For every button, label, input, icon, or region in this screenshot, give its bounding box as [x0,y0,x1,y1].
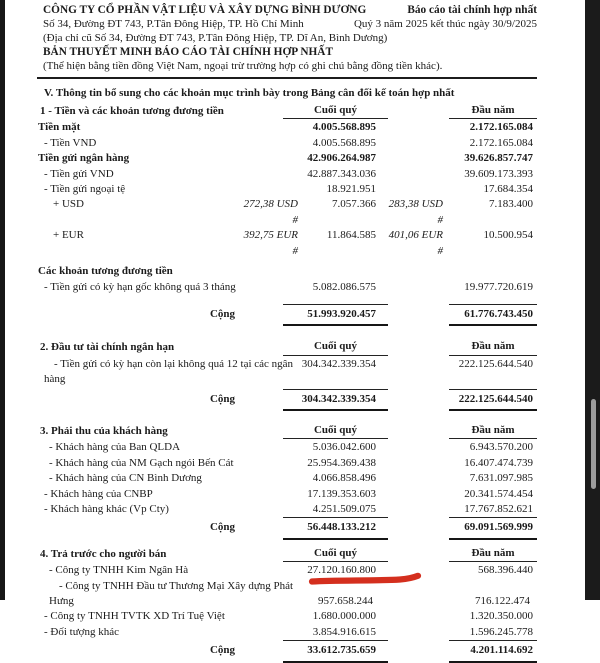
row-value-dau-nam: 39.609.173.393 [464,167,533,180]
row-value-dau-nam: 19.977.720.619 [464,280,533,293]
table-row [36,471,537,486]
row-value-cuoi-quy: 5.036.042.600 [312,441,376,454]
total-value-cuoi-quy: 33.612.735.659 [283,640,388,662]
row-label: - Công ty TNHH TVTK XD Trí Tuệ Việt [44,610,225,623]
row-label: - Công ty TNHH Đầu tư Thương Mại Xây dựng Phát Hưng [49,579,294,607]
total-value-dau-nam: 222.125.644.540 [449,389,537,411]
row-value-cuoi-quy: 11.864.585 [326,229,376,242]
row-note-dau-nam: 401,06 EUR # [388,229,443,257]
row-label: - Khách hàng khác (Vp Cty) [44,502,169,515]
row-value-cuoi-quy: 27.120.160.800 [300,563,388,578]
row-value-dau-nam: 16.407.474.739 [464,456,533,469]
row-value-dau-nam: 222.125.644.540 [458,357,533,370]
table-row [36,136,537,151]
row-note-dau-nam: 283,38 USD # [388,198,443,226]
column-header-dau-nam: Đầu năm [449,103,537,119]
row-value-cuoi-quy: 7.057.366 [332,198,376,211]
section [36,423,537,540]
row-note-cuoi-quy: 392,75 EUR # [243,229,298,257]
table-row [36,625,537,640]
row-value-dau-nam: 10.500.954 [483,229,533,242]
row-value-dau-nam: 6.943.570.200 [469,441,533,454]
table-row [36,487,537,502]
table-row [36,440,537,455]
section [36,103,537,326]
report-period: Quý 3 năm 2025 kết thúc ngày 30/9/2025 [353,17,537,30]
row-value-cuoi-quy: 3.854.916.615 [312,625,376,638]
table-row [36,167,537,182]
row-label: + EUR [53,229,84,242]
column-header-dau-nam: Đầu năm [449,339,537,355]
red-marker-annotation [308,574,422,585]
row-label: - Khách hàng của CNBP [44,487,153,500]
document-header [36,4,537,74]
column-header-cuoi-quy: Cuối quý [283,103,388,119]
total-row [36,640,537,662]
document-title: BẢN THUYẾT MINH BÁO CÁO TÀI CHÍNH HỢP NHẤT [43,45,333,58]
total-value-dau-nam: 61.776.743.450 [449,304,537,326]
document-page [5,0,585,657]
row-value-dau-nam: 716.122.474 [475,595,530,607]
section-v-heading: V. Thông tin bổ sung cho các khoản mục trình bày trong Bảng cân đối kế toán hợp nhất [44,87,455,100]
table-row [36,228,537,259]
row-value-dau-nam: 7.631.097.985 [469,472,533,485]
scrollbar-thumb[interactable] [591,399,596,489]
table-row [36,151,537,166]
company-address: Số 34, Đường ĐT 743, P.Tân Đông Hiệp, TP. Hồ Chí Minh [43,17,304,30]
row-value-cuoi-quy: 18.921.951 [326,183,376,196]
row-label: Tiền mặt [38,121,81,134]
row-value-cuoi-quy: 4.005.568.895 [312,121,376,134]
column-header-cuoi-quy: Cuối quý [283,339,388,355]
row-label: - Khách hàng của CN Bình Dương [49,472,202,485]
total-value-cuoi-quy: 304.342.339.354 [283,389,388,411]
section-header-row [36,339,537,355]
total-label: Cộng [209,644,235,657]
row-label: + USD [53,198,84,211]
table-row [36,280,537,295]
row-label: - Tiền gửi có kỳ hạn còn lại không quá 12 tại các ngân hàng [44,357,294,386]
left-edge-strip [0,0,5,600]
table-row [36,357,537,388]
total-value-dau-nam: 4.201.114.692 [449,640,537,662]
total-row [36,517,537,539]
company-name: CÔNG TY CỔ PHẦN VẬT LIỆU VÀ XÂY DỰNG BÌNH DƯƠNG [43,4,367,16]
section-header-row [36,103,537,119]
row-value-dau-nam: 17.767.852.621 [464,502,533,515]
total-value-cuoi-quy: 56.448.133.212 [283,517,388,539]
row-value-dau-nam: 20.341.574.454 [464,487,533,500]
total-row [36,304,537,326]
table-row [36,609,537,624]
row-label: - Đối tượng khác [44,625,120,638]
row-value-cuoi-quy: 4.005.568.895 [312,136,376,149]
table-row [36,197,537,228]
row-value-dau-nam: 1.320.350.000 [469,610,533,623]
table-row [36,264,537,279]
total-label: Cộng [209,307,235,320]
row-label: - Tiền gửi VND [44,167,114,180]
table-row [36,182,537,197]
row-value-cuoi-quy: 304.342.339.354 [301,357,376,370]
table-row [36,120,537,135]
total-row [36,389,537,411]
row-label: Tiền gửi ngân hàng [38,152,130,165]
row-value-dau-nam: 2.172.165.084 [469,121,533,134]
row-value-dau-nam: 568.396.440 [478,564,533,577]
total-value-cuoi-quy: 51.993.920.457 [283,304,388,326]
section-header-row [36,423,537,439]
row-value-cuoi-quy: 4.251.509.075 [312,502,376,515]
report-type: Báo cáo tài chính hợp nhất [407,4,537,16]
row-label: - Khách hàng của NM Gạch ngói Bến Cát [49,456,234,469]
row-value-dau-nam: 17.684.354 [483,183,533,196]
table-row [36,456,537,471]
sections-container [36,103,537,663]
section-header-row [36,546,537,562]
column-header-dau-nam: Đầu năm [449,546,537,562]
row-label: - Công ty TNHH Kim Ngân Hà [49,564,189,577]
currency-note: (Thể hiện bằng tiền đồng Việt Nam, ngoại trừ trường hợp có ghi chú bằng đồng tiền khác). [43,59,443,72]
row-label: Các khoản tương đương tiền [38,265,173,278]
table-row [36,563,537,578]
company-old-address: (Địa chỉ cũ Số 34, Đường ĐT 743, P.Tân Đông Hiệp, TP. Dĩ An, Bình Dương) [43,31,388,44]
row-label: - Khách hàng của Ban QLDA [49,441,181,454]
table-row [36,579,537,610]
row-label: - Tiền gửi có kỳ hạn gốc không quá 3 tháng [44,280,236,293]
column-header-cuoi-quy: Cuối quý [283,423,388,439]
table-row [36,502,537,517]
column-header-cuoi-quy: Cuối quý [283,546,388,562]
row-value-cuoi-quy: 5.082.086.575 [312,280,376,293]
total-label: Cộng [209,521,235,534]
row-label: - Tiền gửi ngoại tệ [44,183,126,196]
column-header-dau-nam: Đầu năm [449,423,537,439]
section [36,339,537,411]
total-label: Cộng [209,392,235,405]
row-value-cuoi-quy: 42.906.264.987 [307,152,376,165]
total-value-dau-nam: 69.091.569.999 [449,517,537,539]
row-value-dau-nam: 2.172.165.084 [469,136,533,149]
row-value-cuoi-quy: 957.658.244 [318,595,373,607]
row-label: - Tiền VND [44,136,97,149]
row-note-cuoi-quy: 272,38 USD # [243,198,298,226]
row-value-cuoi-quy: 4.066.858.496 [312,472,376,485]
row-value-cuoi-quy: 25.954.369.438 [307,456,376,469]
section [36,546,537,663]
scrollbar-track[interactable] [585,0,600,600]
row-value-cuoi-quy: 17.139.353.603 [307,487,376,500]
section-title: 2. Đầu tư tài chính ngắn hạn [40,341,175,354]
section-title: 3. Phải thu của khách hàng [40,424,168,437]
row-value-dau-nam: 1.596.245.778 [469,625,533,638]
row-value-dau-nam: 39.626.857.747 [464,152,533,165]
header-divider [37,77,537,80]
row-value-cuoi-quy: 1.680.000.000 [312,610,376,623]
section-title: 4. Trả trước cho người bán [40,547,167,560]
section-title: 1 - Tiền và các khoản tương đương tiền [40,105,224,118]
row-value-cuoi-quy: 42.887.343.036 [307,167,376,180]
row-value-dau-nam: 7.183.400 [489,198,533,211]
